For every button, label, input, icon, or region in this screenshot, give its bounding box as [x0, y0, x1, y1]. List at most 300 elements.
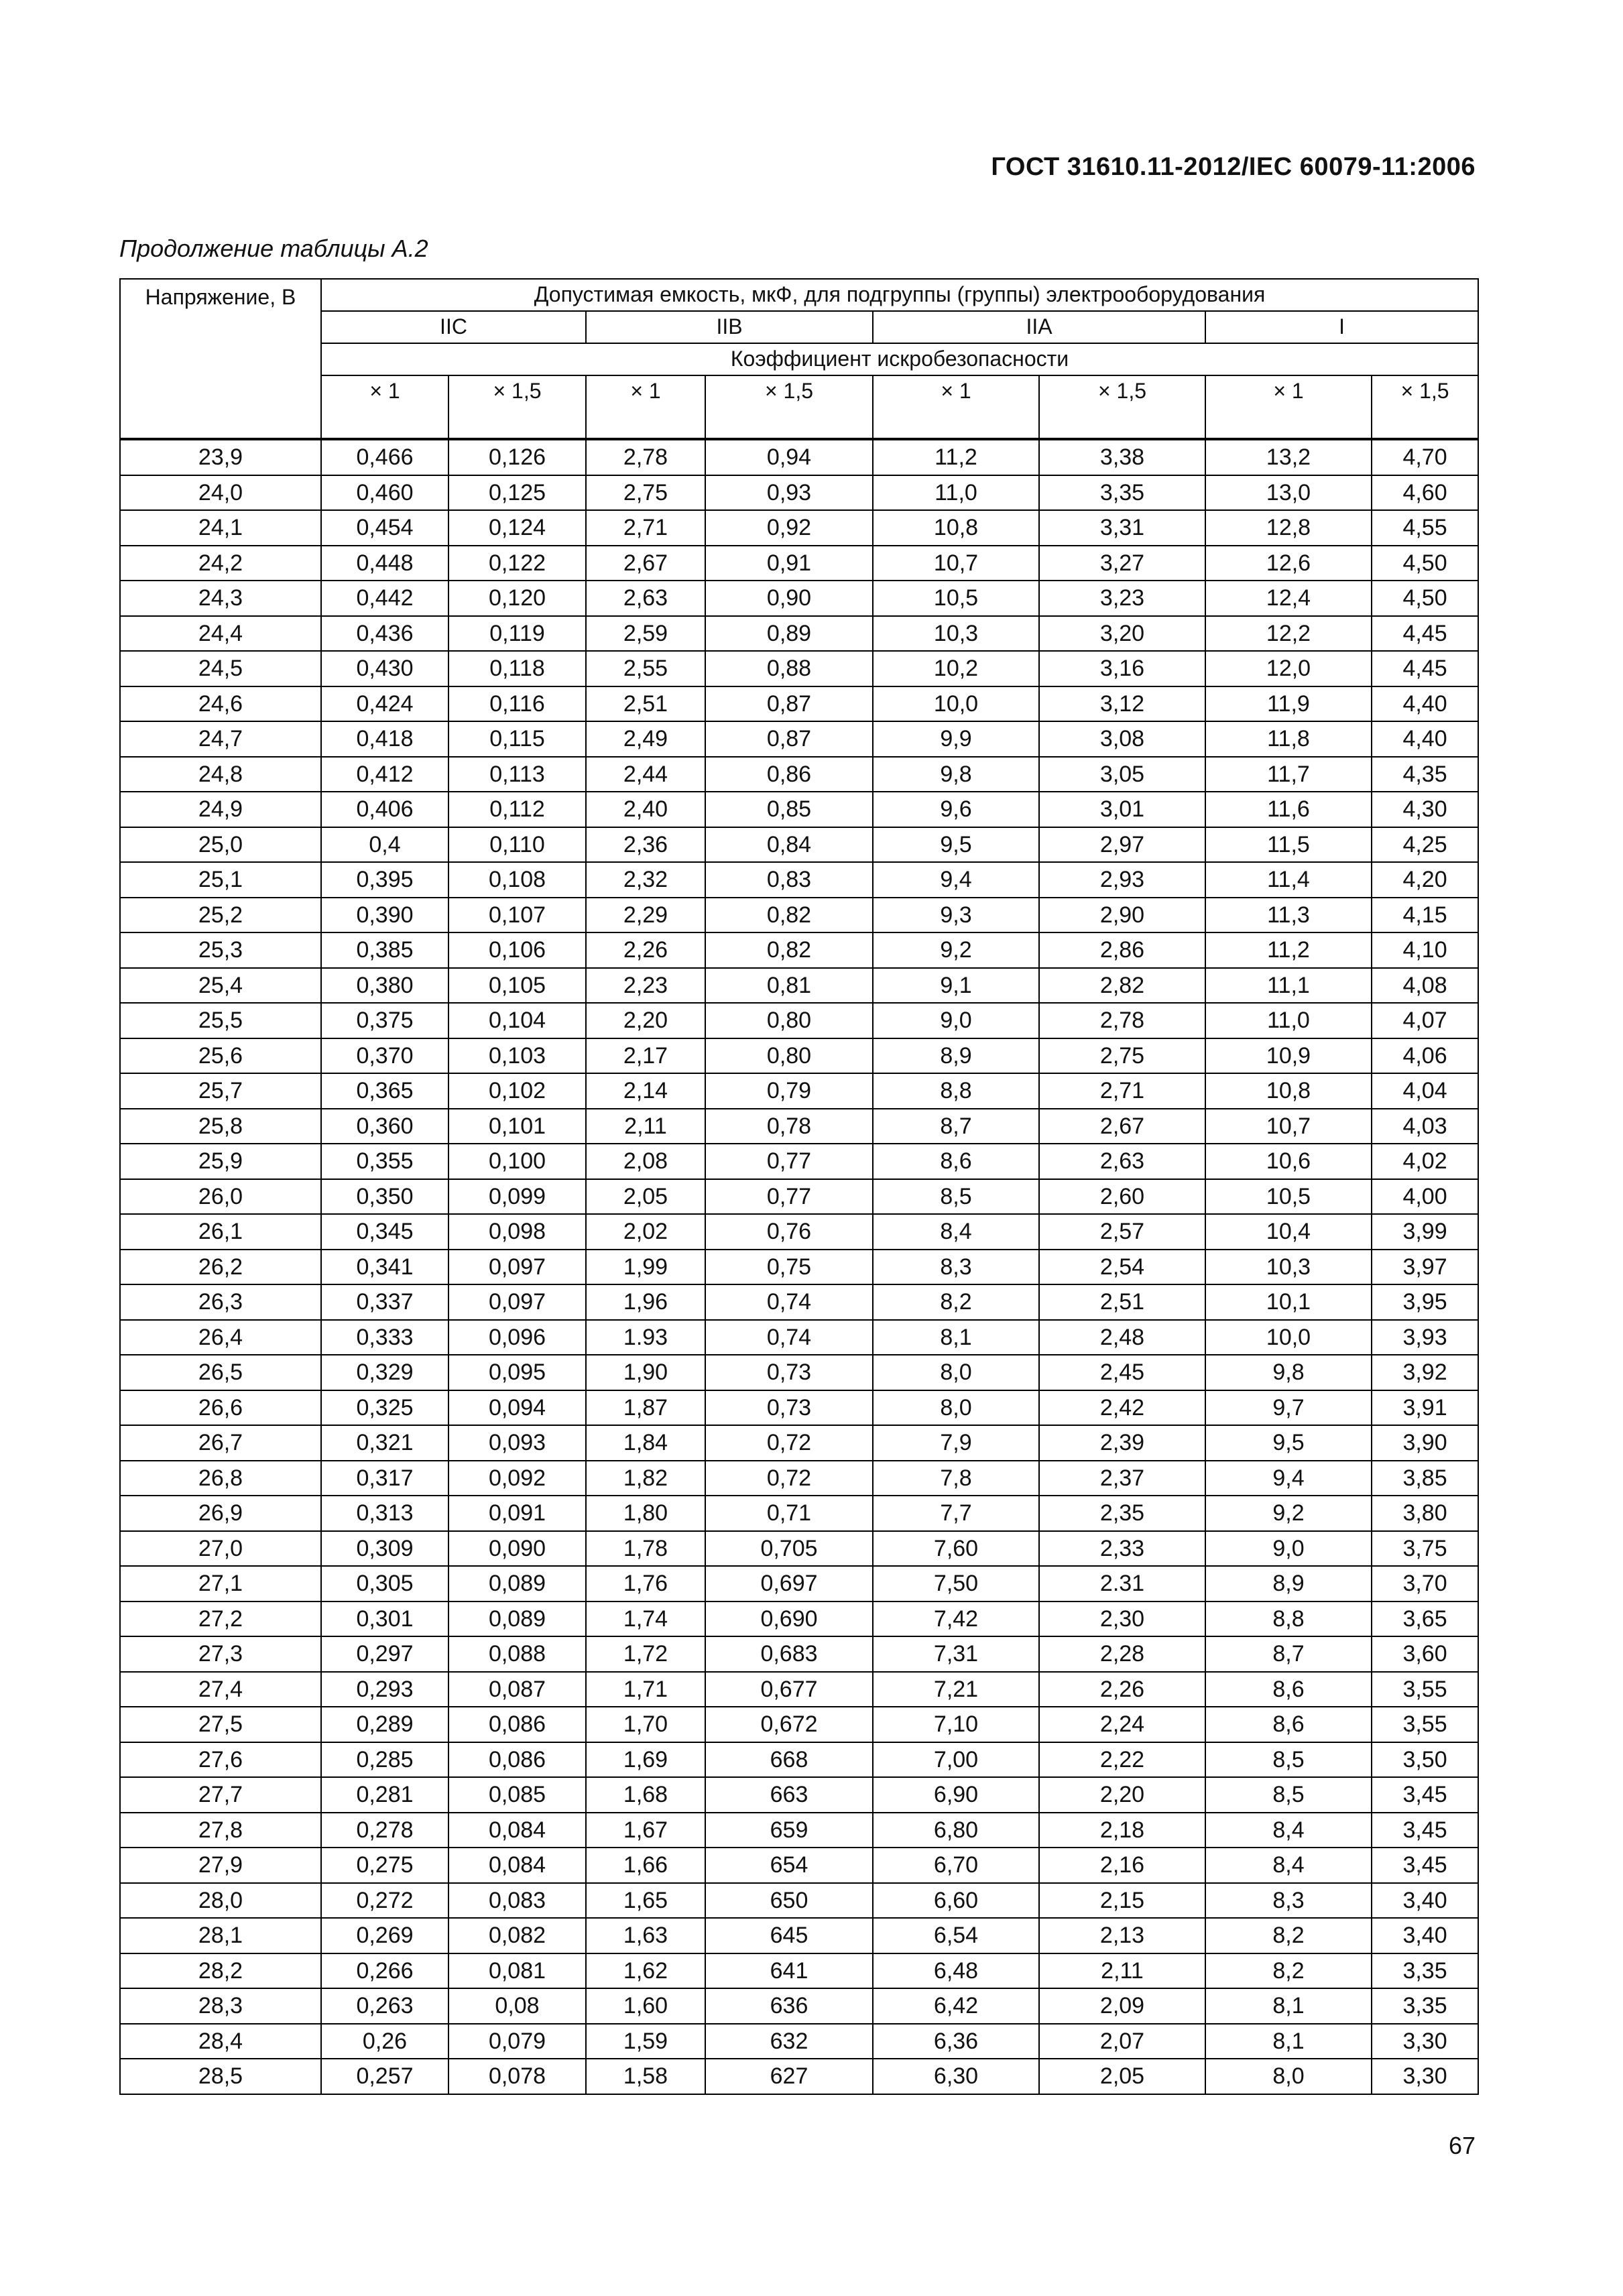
capacitance-cell: 11,2: [1205, 932, 1372, 968]
header-spacer-cell: [1039, 407, 1205, 439]
table-row: [120, 721, 1478, 757]
capacitance-cell: 9,9: [873, 721, 1039, 757]
table-row: [120, 2024, 1478, 2059]
capacitance-cell: 3,93: [1372, 1320, 1478, 1355]
capacitance-cell: 0,329: [321, 1355, 448, 1390]
capacitance-cell: 0,122: [448, 546, 586, 581]
table-row: [120, 1355, 1478, 1390]
capacitance-cell: 6,48: [873, 1953, 1039, 1989]
capacitance-cell: 0,84: [705, 827, 873, 863]
capacitance-cell: 3,75: [1372, 1531, 1478, 1567]
capacitance-cell: 0,097: [448, 1284, 586, 1320]
voltage-cell: 25,6: [120, 1038, 321, 1074]
capacitance-cell: 3,30: [1372, 2024, 1478, 2059]
capacitance-cell: 2,05: [1039, 2059, 1205, 2094]
capacitance-cell: 2,26: [586, 932, 705, 968]
capacitance-cell: 8,9: [1205, 1566, 1372, 1602]
capacitance-cell: 8,2: [1205, 1953, 1372, 1989]
capacitance-cell: 3,40: [1372, 1883, 1478, 1919]
capacitance-cell: 2,39: [1039, 1425, 1205, 1461]
voltage-cell: 26,3: [120, 1284, 321, 1320]
capacitance-cell: 6,54: [873, 1918, 1039, 1953]
capacitance-cell: 0,106: [448, 932, 586, 968]
capacitance-cell: 0,321: [321, 1425, 448, 1461]
table-row: [120, 1461, 1478, 1496]
group-header-iib: IIB: [586, 311, 873, 343]
capacitance-cell: 4,08: [1372, 968, 1478, 1004]
capacitance-cell: 1,82: [586, 1461, 705, 1496]
capacitance-cell: 0,309: [321, 1531, 448, 1567]
table-row: [120, 827, 1478, 863]
capacitance-cell: 8,4: [873, 1214, 1039, 1250]
coefficient-label: × 1,5: [448, 375, 586, 407]
table-row: [120, 1179, 1478, 1215]
capacitance-cell: 0,087: [448, 1672, 586, 1707]
table-row: [120, 898, 1478, 933]
capacitance-cell: 0,683: [705, 1636, 873, 1672]
capacitance-cell: 10,7: [873, 546, 1039, 581]
capacitance-cell: 2,33: [1039, 1531, 1205, 1567]
capacitance-cell: 0,74: [705, 1320, 873, 1355]
capacitance-cell: 3,85: [1372, 1461, 1478, 1496]
capacitance-cell: 9,1: [873, 968, 1039, 1004]
capacitance-cell: 10,8: [873, 510, 1039, 546]
table-row: [120, 686, 1478, 722]
capacitance-cell: 2,45: [1039, 1355, 1205, 1390]
capacitance-cell: 0,126: [448, 439, 586, 475]
capacitance-cell: 1,78: [586, 1531, 705, 1567]
capacitance-cell: 0,125: [448, 475, 586, 511]
capacitance-cell: 0,078: [448, 2059, 586, 2094]
capacitance-cell: 1,90: [586, 1355, 705, 1390]
capacitance-cell: 4,00: [1372, 1179, 1478, 1215]
capacitance-cell: 0,82: [705, 932, 873, 968]
capacitance-cell: 4,60: [1372, 475, 1478, 511]
capacitance-cell: 1,65: [586, 1883, 705, 1919]
table-row: [120, 1003, 1478, 1038]
header-spacer-cell: [1372, 407, 1478, 439]
capacitance-cell: 8,4: [1205, 1848, 1372, 1883]
capacitance-cell: 2,36: [586, 827, 705, 863]
capacitance-cell: 7,31: [873, 1636, 1039, 1672]
capacitance-cell: 8,6: [1205, 1707, 1372, 1742]
capacitance-cell: 4,50: [1372, 546, 1478, 581]
capacitance-cell: 0,124: [448, 510, 586, 546]
table-row: [120, 1813, 1478, 1848]
voltage-cell: 28,4: [120, 2024, 321, 2059]
capacitance-cell: 1,99: [586, 1250, 705, 1285]
voltage-cell: 26,5: [120, 1355, 321, 1390]
capacitance-header: Допустимая емкость, мкФ, для подгруппы (группы) электрооборудования: [321, 279, 1478, 311]
table-row: [120, 932, 1478, 968]
capacitance-cell: 3,12: [1039, 686, 1205, 722]
table-row: [120, 1250, 1478, 1285]
voltage-header: Напряжение, В: [120, 279, 321, 439]
coefficient-header: Коэффициент искробезопасности: [321, 343, 1478, 375]
capacitance-cell: 0,107: [448, 898, 586, 933]
capacitance-cell: 11,4: [1205, 862, 1372, 898]
capacitance-cell: 0,275: [321, 1848, 448, 1883]
capacitance-cell: 0,341: [321, 1250, 448, 1285]
table-row: [120, 968, 1478, 1004]
capacitance-cell: 0,089: [448, 1566, 586, 1602]
capacitance-cell: 7,9: [873, 1425, 1039, 1461]
capacitance-cell: 0,102: [448, 1073, 586, 1109]
capacitance-cell: 2,11: [1039, 1953, 1205, 1989]
capacitance-cell: 6,80: [873, 1813, 1039, 1848]
capacitance-cell: 2,78: [1039, 1003, 1205, 1038]
capacitance-cell: 7,60: [873, 1531, 1039, 1567]
capacitance-cell: 4,45: [1372, 616, 1478, 652]
capacitance-cell: 9,7: [1205, 1390, 1372, 1426]
capacitance-cell: 650: [705, 1883, 873, 1919]
capacitance-cell: 1,62: [586, 1953, 705, 1989]
capacitance-cell: 1,63: [586, 1918, 705, 1953]
capacitance-cell: 1,67: [586, 1813, 705, 1848]
capacitance-cell: 11,7: [1205, 757, 1372, 792]
capacitance-cell: 0,119: [448, 616, 586, 652]
capacitance-cell: 7,00: [873, 1742, 1039, 1778]
capacitance-cell: 0,677: [705, 1672, 873, 1707]
capacitance-cell: 0,101: [448, 1109, 586, 1144]
capacitance-cell: 668: [705, 1742, 873, 1778]
voltage-cell: 24,9: [120, 792, 321, 827]
capacitance-cell: 2,11: [586, 1109, 705, 1144]
capacitance-cell: 8,1: [873, 1320, 1039, 1355]
voltage-cell: 25,0: [120, 827, 321, 863]
capacitance-cell: 641: [705, 1953, 873, 1989]
voltage-cell: 25,3: [120, 932, 321, 968]
capacitance-cell: 0,350: [321, 1179, 448, 1215]
table-row: [120, 616, 1478, 652]
capacitance-cell: 2,30: [1039, 1602, 1205, 1637]
table-row: [120, 1636, 1478, 1672]
capacitance-cell: 9,5: [1205, 1425, 1372, 1461]
capacitance-cell: 3,90: [1372, 1425, 1478, 1461]
capacitance-cell: 10,8: [1205, 1073, 1372, 1109]
capacitance-cell: 9,4: [1205, 1461, 1372, 1496]
table-row: [120, 1425, 1478, 1461]
capacitance-cell: 0,305: [321, 1566, 448, 1602]
capacitance-cell: 632: [705, 2024, 873, 2059]
capacitance-cell: 6,70: [873, 1848, 1039, 1883]
capacitance-cell: 10,3: [873, 616, 1039, 652]
capacitance-cell: 3,92: [1372, 1355, 1478, 1390]
capacitance-cell: 2,23: [586, 968, 705, 1004]
table-row: [120, 1390, 1478, 1426]
capacitance-cell: 2,90: [1039, 898, 1205, 933]
capacitance-cell: 0,81: [705, 968, 873, 1004]
capacitance-cell: 0,104: [448, 1003, 586, 1038]
voltage-cell: 25,7: [120, 1073, 321, 1109]
capacitance-cell: 10,6: [1205, 1144, 1372, 1179]
capacitance-cell: 0,74: [705, 1284, 873, 1320]
capacitance-cell: 10,2: [873, 651, 1039, 686]
voltage-cell: 25,5: [120, 1003, 321, 1038]
coefficient-label: × 1: [1205, 375, 1372, 407]
capacitance-cell: 0,301: [321, 1602, 448, 1637]
voltage-cell: 24,1: [120, 510, 321, 546]
coefficient-label: × 1: [321, 375, 448, 407]
capacitance-cell: 1,80: [586, 1496, 705, 1531]
capacitance-cell: 0,94: [705, 439, 873, 475]
capacitance-cell: 12,6: [1205, 546, 1372, 581]
coefficient-label: × 1,5: [705, 375, 873, 407]
capacitance-cell: 1,68: [586, 1777, 705, 1813]
capacitance-cell: 3,05: [1039, 757, 1205, 792]
capacitance-cell: 3,16: [1039, 651, 1205, 686]
capacitance-cell: 8,6: [1205, 1672, 1372, 1707]
capacitance-cell: 0,406: [321, 792, 448, 827]
capacitance-cell: 0,380: [321, 968, 448, 1004]
voltage-cell: 28,3: [120, 1988, 321, 2024]
capacitance-cell: 0,110: [448, 827, 586, 863]
table-row: [120, 1953, 1478, 1989]
capacitance-cell: 0,390: [321, 898, 448, 933]
capacitance-cell: 0,91: [705, 546, 873, 581]
capacitance-cell: 2,93: [1039, 862, 1205, 898]
capacitance-cell: 8,3: [1205, 1883, 1372, 1919]
capacitance-cell: 0,108: [448, 862, 586, 898]
capacitance-cell: 3,99: [1372, 1214, 1478, 1250]
table-body: [120, 439, 1478, 2094]
capacitance-cell: 2,51: [1039, 1284, 1205, 1320]
capacitance-cell: 0,281: [321, 1777, 448, 1813]
capacitance-cell: 0,079: [448, 2024, 586, 2059]
capacitance-cell: 0,115: [448, 721, 586, 757]
page-number: 67: [1448, 2132, 1476, 2159]
capacitance-cell: 1,58: [586, 2059, 705, 2094]
capacitance-cell: 4,15: [1372, 898, 1478, 933]
capacitance-cell: 11,1: [1205, 968, 1372, 1004]
capacitance-cell: 1,66: [586, 1848, 705, 1883]
coefficient-label: × 1,5: [1372, 375, 1478, 407]
capacitance-cell: 2,08: [586, 1144, 705, 1179]
table-row: [120, 546, 1478, 581]
capacitance-cell: 1,70: [586, 1707, 705, 1742]
group-header-iic: IIC: [321, 311, 586, 343]
header-spacer-cell: [705, 407, 873, 439]
capacitance-cell: 0,86: [705, 757, 873, 792]
capacitance-table: [119, 278, 1479, 2095]
capacitance-cell: 0,87: [705, 686, 873, 722]
capacitance-cell: 13,0: [1205, 475, 1372, 511]
capacitance-cell: 3,65: [1372, 1602, 1478, 1637]
capacitance-cell: 2,48: [1039, 1320, 1205, 1355]
capacitance-cell: 0,317: [321, 1461, 448, 1496]
voltage-cell: 27,8: [120, 1813, 321, 1848]
capacitance-cell: 0,103: [448, 1038, 586, 1074]
capacitance-cell: 2,02: [586, 1214, 705, 1250]
table-row: [120, 1988, 1478, 2024]
capacitance-cell: 0,79: [705, 1073, 873, 1109]
table-row: [120, 439, 1478, 475]
capacitance-cell: 2,63: [1039, 1144, 1205, 1179]
capacitance-cell: 12,0: [1205, 651, 1372, 686]
voltage-cell: 27,3: [120, 1636, 321, 1672]
capacitance-cell: 0,395: [321, 862, 448, 898]
header-spacer-cell: [586, 407, 705, 439]
voltage-cell: 25,8: [120, 1109, 321, 1144]
capacitance-cell: 11,6: [1205, 792, 1372, 827]
capacitance-cell: 0,297: [321, 1636, 448, 1672]
capacitance-cell: 7,7: [873, 1496, 1039, 1531]
capacitance-cell: 0,80: [705, 1003, 873, 1038]
capacitance-cell: 4,03: [1372, 1109, 1478, 1144]
capacitance-cell: 636: [705, 1988, 873, 2024]
table-row: [120, 1214, 1478, 1250]
capacitance-cell: 0,266: [321, 1953, 448, 1989]
capacitance-cell: 0,118: [448, 651, 586, 686]
table-row: [120, 1777, 1478, 1813]
capacitance-cell: 0,098: [448, 1214, 586, 1250]
capacitance-cell: 0,82: [705, 898, 873, 933]
capacitance-cell: 7,8: [873, 1461, 1039, 1496]
capacitance-cell: 12,2: [1205, 616, 1372, 652]
table-row: [120, 581, 1478, 616]
capacitance-cell: 0,75: [705, 1250, 873, 1285]
capacitance-cell: 2,57: [1039, 1214, 1205, 1250]
capacitance-cell: 0,72: [705, 1461, 873, 1496]
capacitance-cell: 4,10: [1372, 932, 1478, 968]
capacitance-cell: 0,345: [321, 1214, 448, 1250]
capacitance-cell: 8,6: [873, 1144, 1039, 1179]
capacitance-cell: 0,454: [321, 510, 448, 546]
capacitance-cell: 4,25: [1372, 827, 1478, 863]
capacitance-cell: 3,95: [1372, 1284, 1478, 1320]
capacitance-cell: 1,72: [586, 1636, 705, 1672]
capacitance-cell: 1,96: [586, 1284, 705, 1320]
capacitance-cell: 10,0: [1205, 1320, 1372, 1355]
capacitance-cell: 7,10: [873, 1707, 1039, 1742]
voltage-cell: 24,8: [120, 757, 321, 792]
capacitance-cell: 654: [705, 1848, 873, 1883]
capacitance-cell: 659: [705, 1813, 873, 1848]
capacitance-cell: 0,412: [321, 757, 448, 792]
capacitance-cell: 3,08: [1039, 721, 1205, 757]
header-spacer-cell: [1205, 407, 1372, 439]
capacitance-cell: 2,51: [586, 686, 705, 722]
capacitance-cell: 2,37: [1039, 1461, 1205, 1496]
capacitance-cell: 8,0: [873, 1355, 1039, 1390]
voltage-cell: 24,7: [120, 721, 321, 757]
table-row: [120, 1742, 1478, 1778]
table-row: [120, 1496, 1478, 1531]
capacitance-cell: 1,76: [586, 1566, 705, 1602]
capacitance-cell: 3,50: [1372, 1742, 1478, 1778]
coefficient-label: × 1: [586, 375, 705, 407]
capacitance-cell: 2,15: [1039, 1883, 1205, 1919]
capacitance-cell: 2,26: [1039, 1672, 1205, 1707]
group-header-i: I: [1205, 311, 1478, 343]
capacitance-cell: 4,04: [1372, 1073, 1478, 1109]
capacitance-cell: 0,90: [705, 581, 873, 616]
capacitance-cell: 3,97: [1372, 1250, 1478, 1285]
capacitance-cell: 11,0: [873, 475, 1039, 511]
capacitance-cell: 0,084: [448, 1813, 586, 1848]
voltage-cell: 25,4: [120, 968, 321, 1004]
capacitance-cell: 2,28: [1039, 1636, 1205, 1672]
capacitance-cell: 0,85: [705, 792, 873, 827]
table-row: [120, 1566, 1478, 1602]
voltage-cell: 24,0: [120, 475, 321, 511]
capacitance-cell: 0,88: [705, 651, 873, 686]
capacitance-cell: 10,4: [1205, 1214, 1372, 1250]
capacitance-cell: 0,418: [321, 721, 448, 757]
voltage-cell: 26,6: [120, 1390, 321, 1426]
capacitance-cell: 2,75: [1039, 1038, 1205, 1074]
capacitance-cell: 10,9: [1205, 1038, 1372, 1074]
capacitance-cell: 3,20: [1039, 616, 1205, 652]
capacitance-cell: 2,20: [1039, 1777, 1205, 1813]
capacitance-cell: 8,1: [1205, 1988, 1372, 2024]
capacitance-cell: 10,0: [873, 686, 1039, 722]
capacitance-cell: 8,4: [1205, 1813, 1372, 1848]
voltage-cell: 25,9: [120, 1144, 321, 1179]
capacitance-cell: 0,120: [448, 581, 586, 616]
capacitance-cell: 0,80: [705, 1038, 873, 1074]
capacitance-cell: 11,9: [1205, 686, 1372, 722]
capacitance-cell: 2,42: [1039, 1390, 1205, 1426]
capacitance-cell: 4,02: [1372, 1144, 1478, 1179]
capacitance-cell: 2,49: [586, 721, 705, 757]
capacitance-cell: 8,0: [1205, 2059, 1372, 2094]
capacitance-cell: 3,80: [1372, 1496, 1478, 1531]
capacitance-cell: 2,60: [1039, 1179, 1205, 1215]
capacitance-cell: 0,08: [448, 1988, 586, 2024]
capacitance-cell: 4,30: [1372, 792, 1478, 827]
capacitance-cell: 0,355: [321, 1144, 448, 1179]
capacitance-cell: 0,293: [321, 1672, 448, 1707]
capacitance-cell: 0,084: [448, 1848, 586, 1883]
table-row: [120, 1672, 1478, 1707]
capacitance-cell: 8,7: [1205, 1636, 1372, 1672]
capacitance-cell: 0,088: [448, 1636, 586, 1672]
voltage-cell: 26,7: [120, 1425, 321, 1461]
capacitance-cell: 0,099: [448, 1179, 586, 1215]
table-row: [120, 1848, 1478, 1883]
capacitance-cell: 6,90: [873, 1777, 1039, 1813]
capacitance-cell: 6,42: [873, 1988, 1039, 2024]
table-row: [120, 862, 1478, 898]
capacitance-cell: 3,45: [1372, 1813, 1478, 1848]
voltage-cell: 27,1: [120, 1566, 321, 1602]
capacitance-cell: 2,97: [1039, 827, 1205, 863]
voltage-cell: 26,8: [120, 1461, 321, 1496]
capacitance-cell: 0,272: [321, 1883, 448, 1919]
capacitance-cell: 7,50: [873, 1566, 1039, 1602]
voltage-cell: 24,5: [120, 651, 321, 686]
capacitance-cell: 11,2: [873, 439, 1039, 475]
capacitance-cell: 627: [705, 2059, 873, 2094]
capacitance-cell: 3,35: [1039, 475, 1205, 511]
capacitance-cell: 3,30: [1372, 2059, 1478, 2094]
capacitance-cell: 4,55: [1372, 510, 1478, 546]
table-row: [120, 1531, 1478, 1567]
capacitance-cell: 9,5: [873, 827, 1039, 863]
capacitance-cell: 2,75: [586, 475, 705, 511]
capacitance-cell: 0,76: [705, 1214, 873, 1250]
capacitance-cell: 0,87: [705, 721, 873, 757]
capacitance-cell: 0,081: [448, 1953, 586, 1989]
capacitance-cell: 0,090: [448, 1531, 586, 1567]
table-row: [120, 651, 1478, 686]
capacitance-cell: 0,333: [321, 1320, 448, 1355]
capacitance-cell: 2,13: [1039, 1918, 1205, 1953]
capacitance-cell: 1,74: [586, 1602, 705, 1637]
table-row: [120, 1073, 1478, 1109]
capacitance-cell: 0,257: [321, 2059, 448, 2094]
